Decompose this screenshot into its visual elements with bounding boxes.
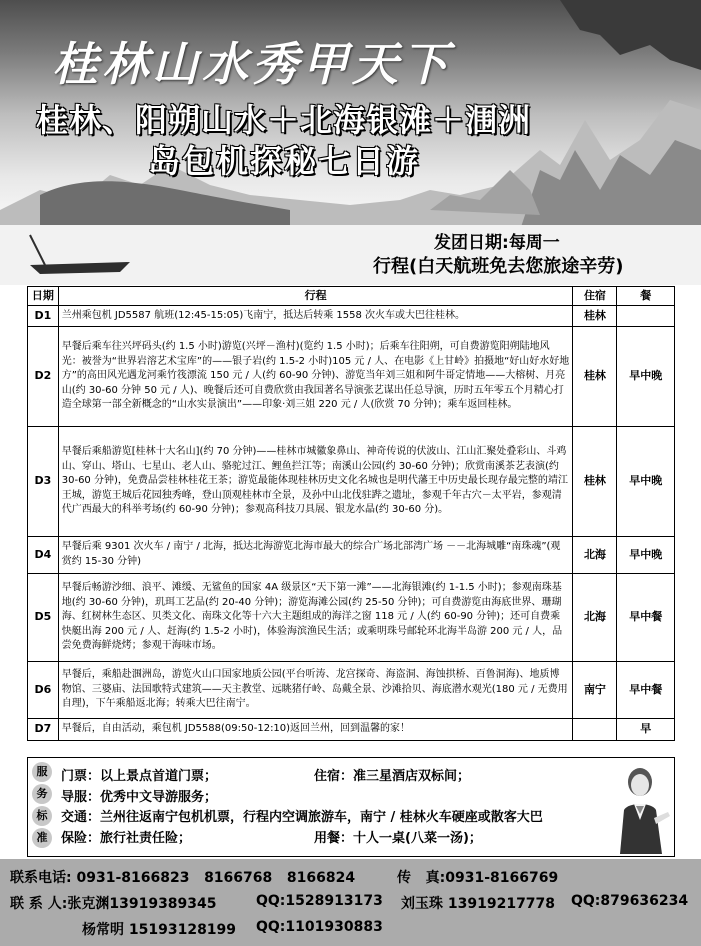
service-tickets: 门票：以上景点首道门票； xyxy=(61,769,218,784)
service-guide: 导服：优秀中文导游服务； xyxy=(61,790,218,805)
qq-label: QQ: xyxy=(256,893,286,909)
contact-row-1 xyxy=(10,893,217,913)
header-itinerary: 行程 xyxy=(58,287,573,306)
meal-cell: 早中晚 xyxy=(617,536,675,573)
header-meal: 餐 xyxy=(617,287,675,306)
service-badge: 准 xyxy=(32,828,52,848)
table-header-row xyxy=(28,287,675,306)
itinerary-table xyxy=(27,286,675,741)
qq-label: QQ: xyxy=(571,893,601,909)
qq-label: QQ: xyxy=(256,919,286,935)
phone-numbers[interactable]: 0931-8166823 8166768 8166824 xyxy=(76,870,356,886)
fax-number[interactable]: 0931-8166769 xyxy=(445,870,559,886)
contact-name: 刘玉珠 xyxy=(401,896,443,912)
day-cell: D2 xyxy=(28,326,59,426)
meal-cell: 早中餐 xyxy=(617,661,675,718)
route-note: 行程(白天航班免去您旅途辛劳) xyxy=(373,256,624,277)
day-cell: D4 xyxy=(28,536,59,573)
contact-mobile[interactable]: 13919389345 xyxy=(109,896,217,912)
service-badges xyxy=(30,762,56,850)
contact-qq xyxy=(256,893,383,909)
tour-title-line1: 桂林、阳朔山水＋北海银滩＋涠洲 xyxy=(36,101,532,139)
itinerary-cell: 早餐后乘车往兴坪码头(约 1.5 小时)游览(兴坪－渔村)(览约 1.5 小时)；后乘车往阳朔，可自费游览阳朔陆地风光：被誉为“世界岩溶艺术宝库”的——银子岩(约 1.5-2 小时)105 元 / 人、在电影《上甘岭》拍摄地“好山好水好地方”的高田风光遇龙河乘竹筏漂流 150 元 / 人(约 60-90 分钟)、游览当年刘三姐和阿牛哥定情地——大榕树、月亮山(约 30-60 分钟 50 元 / 人)、晚餐后还可自费欣赏由我国著名导演张艺谋出任总导演，历时五年零五个月精心打造全球第一部全新概念的“山水实景演出”——印象·刘三姐 220 元 / 人(欣赏 70 分钟)；乘车返回桂林。 xyxy=(58,326,573,426)
meal-cell: 早中晚 xyxy=(617,326,675,426)
itinerary-cell: 早餐后乘船游览[桂林十大名山](约 70 分钟)——桂林市城徽象鼻山、神奇传说的伏波山、江山汇聚处叠彩山、斗鸡山、穿山、塔山、七星山、老人山、骆驼过江、鲤鱼拦江等；南溪山公园(约 30-60 分钟)；欣赏南溪茶艺表演(约 30-60 分钟)，免费品尝桂林桂花王茶；游览最能体现桂林历史文化名城也是明代藩王中历史最长现存最完整的靖江王城，游览王城后花园独秀峰，登山顶观桂林市全景，及孙中山北伐驻跸之遗址，参观千年古穴－太平岩，参观清代广西最大的科举考场(约 60-90 分钟)；参观高科技刀具展、银龙水晶(约 30-60 分)。 xyxy=(58,426,573,536)
flight-attendant-illustration xyxy=(606,760,672,854)
service-badge: 务 xyxy=(32,784,52,804)
qq-number[interactable]: 879636234 xyxy=(600,893,689,909)
itinerary-cell: 早餐后，乘船赴涠洲岛，游览火山口国家地质公园(平台听涛、龙宫探奇、海盗洞、海蚀拱桥、百鲁洞海)、地质博物馆、三婆庙、法国歌特式建筑——天主教堂、远眺猪仔岭、岛戴全景、沙滩拾贝、海底潜水观光(180 元 / 无费用自理)，下午乘船返北海；转乘大巴往南宁。 xyxy=(58,661,573,718)
service-hotel: 住宿：准三星酒店双标间； xyxy=(314,769,471,784)
service-meals: 用餐：十人一桌(八菜一汤)； xyxy=(314,831,482,846)
service-badge: 标 xyxy=(32,806,52,826)
contact-name: 杨常明 xyxy=(82,922,124,938)
stay-cell: 北海 xyxy=(573,573,617,661)
day-cell: D1 xyxy=(28,305,59,326)
table-row xyxy=(28,426,675,536)
stay-cell xyxy=(573,718,617,740)
itinerary-cell: 早餐后，自由活动，乘包机 JD5588(09:50-12:10)返回兰州，回到温馨的家！ xyxy=(58,718,573,740)
contact-mobile[interactable]: 15193128199 xyxy=(128,922,237,938)
fax-row xyxy=(397,867,558,887)
contact-qq xyxy=(256,919,383,935)
stay-cell: 南宁 xyxy=(573,661,617,718)
service-badge: 服 xyxy=(32,762,52,782)
table-row xyxy=(28,326,675,426)
table-row xyxy=(28,536,675,573)
contact-footer xyxy=(0,859,701,946)
service-transport: 交通：兰州往返南宁包机机票，行程内空调旅游车，南宁 / 桂林火车硬座或散客大巴 xyxy=(61,810,543,825)
itinerary-cell: 早餐后乘 9301 次火车 / 南宁 / 北海，抵达北海游览北海市最大的综合广场北部湾广场 －－北海城雕“南珠魂”(观赏约 15-30 分钟) xyxy=(58,536,573,573)
phone-row xyxy=(10,867,355,887)
table-row xyxy=(28,661,675,718)
table-row xyxy=(28,305,675,326)
service-standards-box xyxy=(27,757,675,857)
calligraphy-slogan: 桂林山水秀甲天下 xyxy=(52,37,452,91)
departure-date xyxy=(434,228,560,253)
contact-name: 张克渊 xyxy=(67,896,110,912)
day-cell: D6 xyxy=(28,661,59,718)
day-cell: D3 xyxy=(28,426,59,536)
day-cell: D7 xyxy=(28,718,59,740)
contact-label: 联 系 人: xyxy=(10,896,68,912)
qq-number[interactable]: 1528913173 xyxy=(285,893,383,909)
header-stay: 住宿 xyxy=(573,287,617,306)
phone-label: 联系电话: xyxy=(10,870,72,886)
itinerary-cell: 早餐后畅游沙细、浪平、滩缓、无鲨鱼的国家 4A 级景区“天下第一滩”——北海银滩(约 1-1.5 小时)；参观南珠基地(约 30-60 分钟)，玑珥工艺品(约 20-40 分钟)；游览海滩公园(约 25-50 分钟)；可自费游览由海底世界、珊瑚海、红树林生态区、贝类文化、南珠文化等十六大主题组成的海洋之窗 118 元 / 人(约 60-90 分钟)；还可自费乘快艇出海 200 元 / 人、赶海(约 1.5-2 小时)，体验海滨渔民生活；或乘明珠号邮轮环北海半岛游 200 元 / 人，品尝免费海鲜烧烤；参观干海味市场。 xyxy=(58,573,573,661)
tour-title-line2: 岛包机探秘七日游 xyxy=(148,142,421,180)
meal-cell: 早中晚 xyxy=(617,426,675,536)
stay-cell: 桂林 xyxy=(573,305,617,326)
table-row xyxy=(28,718,675,740)
contact-row-2 xyxy=(401,893,555,913)
meal-cell: 早 xyxy=(617,718,675,740)
header-banner xyxy=(0,0,701,285)
departure-value: 每周一 xyxy=(508,233,560,253)
contact-qq xyxy=(571,893,688,909)
service-insurance: 保险：旅行社责任险； xyxy=(61,831,192,846)
meal-cell: 早中餐 xyxy=(617,573,675,661)
departure-label: 发团日期: xyxy=(434,233,509,253)
day-cell: D5 xyxy=(28,573,59,661)
stay-cell: 桂林 xyxy=(573,426,617,536)
fax-label: 传 真: xyxy=(397,870,446,886)
meal-cell xyxy=(617,305,675,326)
stay-cell: 桂林 xyxy=(573,326,617,426)
qq-number[interactable]: 1101930883 xyxy=(285,919,383,935)
contact-mobile[interactable]: 13919217778 xyxy=(447,896,556,912)
contact-row-3 xyxy=(82,919,236,939)
itinerary-cell: 兰州乘包机 JD5587 航班(12:45-15:05)飞南宁，抵达后转乘 1558 次火车或大巴往桂林。 xyxy=(58,305,573,326)
table-row xyxy=(28,573,675,661)
header-day: 日期 xyxy=(28,287,59,306)
stay-cell: 北海 xyxy=(573,536,617,573)
